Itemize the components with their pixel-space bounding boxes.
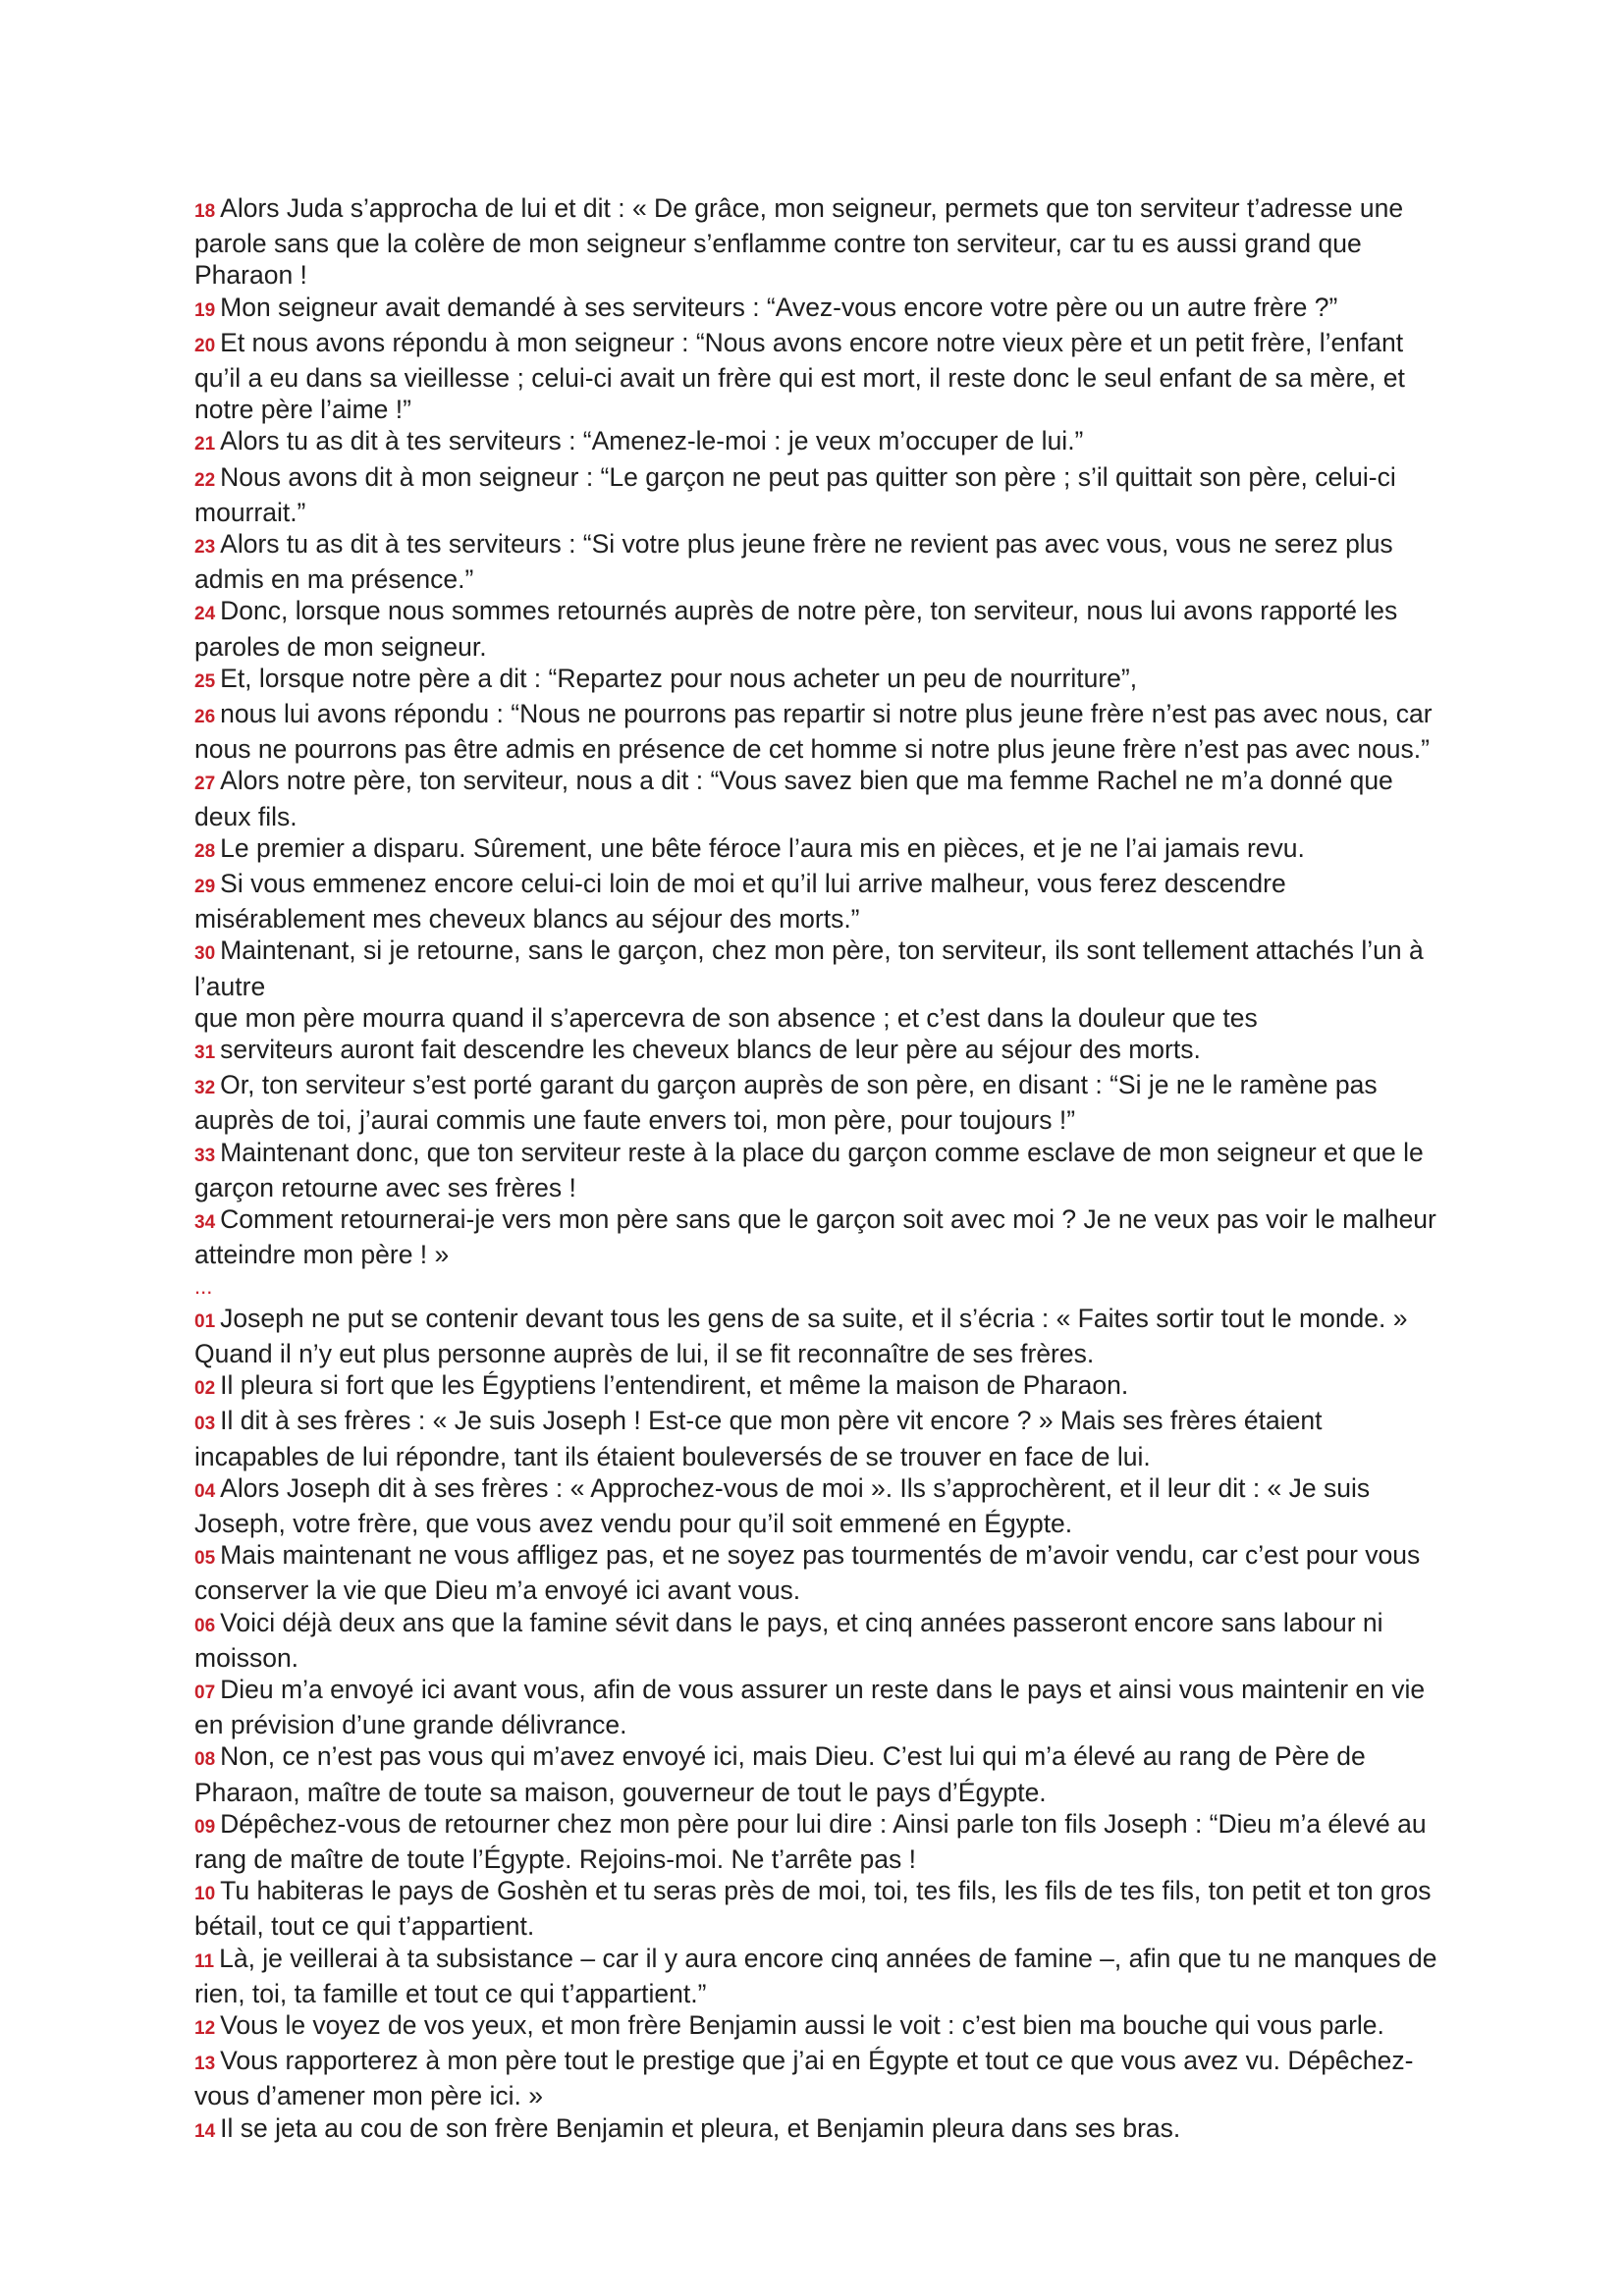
verse — [194, 425, 1441, 460]
verse-number: 23 — [194, 537, 216, 559]
verse — [194, 1203, 1441, 1270]
verse-text: Alors Juda s’approcha de lui et dit : « De grâce, mon seigneur, permets que ton serviteur t’adresse une parole sans que la colère de mon seigneur s’enflamme contre ton serviteur, car tu es aussi grand que Pharaon ! — [194, 193, 1404, 291]
verse-number: 20 — [194, 335, 216, 356]
verse-text: Mais maintenant ne vous affligez pas, et ne soyez pas tourmentés de m’avoir vendu, car c’est pour vous conserver la vie que Dieu m’a envoyé ici avant vous. — [194, 1540, 1421, 1606]
verse-text: Alors tu as dit à tes serviteurs : “Si votre plus jeune frère ne revient pas avec vous, vous ne serez plus admis en ma présence.” — [194, 529, 1393, 595]
verse-number: 14 — [194, 2120, 216, 2142]
verse-continuation — [194, 1002, 1441, 1034]
verse-text: Si vous emmenez encore celui-ci loin de moi et qu’il lui arrive malheur, vous ferez descendre misérablement mes cheveux blancs au séjour des morts.” — [194, 869, 1286, 934]
verse-number: 09 — [194, 1816, 216, 1838]
verse — [194, 192, 1441, 292]
verse-number: 07 — [194, 1682, 216, 1703]
verse — [194, 1607, 1441, 1674]
verse-text: Vous le voyez de vos yeux, et mon frère Benjamin aussi le voit : c’est bien ma bouche qui vous parle. — [220, 2009, 1384, 2040]
verse-text: Vous rapporterez à mon père tout le prestige que j’ai en Égypte et tout ce que vous avez vu. Dépêchez-vous d’amener mon père ici. » — [194, 2046, 1414, 2111]
verse-number: 21 — [194, 434, 216, 455]
verses-after — [194, 1303, 1441, 2148]
verse-number: 24 — [194, 604, 216, 625]
verse-number: 10 — [194, 1884, 216, 1905]
verse — [194, 292, 1441, 327]
verse — [194, 1034, 1441, 1069]
verse — [194, 1472, 1441, 1539]
verse-number: 29 — [194, 877, 216, 898]
verse-text: Alors tu as dit à tes serviteurs : “Amenez-le-moi : je veux m’occuper de lui.” — [220, 426, 1084, 456]
verse-text: nous lui avons répondu : “Nous ne pourrons pas repartir si notre plus jeune frère n’est pas avec nous, car nous ne pourrons pas être admis en présence de cet homme si notre plus jeune frère n’est pas avec nous.” — [194, 699, 1433, 765]
document-page — [194, 192, 1441, 2148]
verse — [194, 1808, 1441, 1875]
verse — [194, 327, 1441, 426]
verse-number: 03 — [194, 1414, 216, 1435]
verse-number: 32 — [194, 1078, 216, 1099]
verse-number: 11 — [194, 1950, 215, 1972]
verse-text: Or, ton serviteur s’est porté garant du garçon auprès de son père, en disant : “Si je ne le ramène pas auprès de toi, j’aurai commis une faute envers toi, mon père, pour toujours !” — [194, 1070, 1378, 1136]
verse-text: Alors Joseph dit à ses frères : « Approchez-vous de moi ». Ils s’approchèrent, et il leur dit : « Je suis Joseph, votre frère, que vous avez vendu pour qu’il soit emmené en Égypte. — [194, 1472, 1371, 1538]
verse-text: Dépêchez-vous de retourner chez mon père pour lui dire : Ainsi parle ton fils Joseph : “Dieu m’a élevé au rang de maître de toute l’Égypte. Rejoins-moi. Ne t’arrête pas ! — [194, 1808, 1427, 1874]
verse-text: Dieu m’a envoyé ici avant vous, afin de vous assurer un reste dans le pays et ainsi vous maintenir en vie en prévision d’une grande délivrance. — [194, 1674, 1426, 1740]
verse — [194, 868, 1441, 934]
verse-number: 12 — [194, 2017, 216, 2039]
verse-number: 18 — [194, 201, 216, 222]
verse — [194, 528, 1441, 595]
verse-text: Maintenant, si je retourne, sans le garçon, chez mon père, ton serviteur, ils sont tellement attachés l’un à l’autre — [194, 935, 1424, 1001]
verse-text: Maintenant donc, que ton serviteur reste à la place du garçon comme esclave de mon seigneur et que le garçon retourne avec ses frères ! — [194, 1137, 1424, 1202]
verse — [194, 832, 1441, 868]
verse-text: Il se jeta au cou de son frère Benjamin et pleura, et Benjamin pleura dans ses bras. — [220, 2112, 1181, 2143]
verse — [194, 934, 1441, 1001]
verse — [194, 1405, 1441, 1471]
verse — [194, 698, 1441, 765]
verse-number: 26 — [194, 707, 216, 728]
verse — [194, 1069, 1441, 1136]
verse-text: Tu habiteras le pays de Goshèn et tu seras près de moi, toi, tes fils, les fils de tes fils, ton petit et ton gros bétail, tout ce qui t’appartient. — [194, 1876, 1432, 1942]
verse — [194, 1875, 1441, 1942]
verse — [194, 595, 1441, 662]
verse-text: Il dit à ses frères : « Je suis Joseph ! Est-ce que mon père vit encore ? » Mais ses frères étaient incapables de lui répondre, tant ils étaient bouleversés de se trouver en face de lui. — [194, 1406, 1323, 1471]
verse-number: 04 — [194, 1480, 216, 1502]
verse-number: 19 — [194, 299, 216, 321]
verse — [194, 1369, 1441, 1405]
verses-before — [194, 192, 1441, 1271]
verse-number: 22 — [194, 469, 216, 491]
verse-text: Il pleura si fort que les Égyptiens l’entendirent, et même la maison de Pharaon. — [220, 1370, 1129, 1401]
verse-text: Et nous avons répondu à mon seigneur : “Nous avons encore notre vieux père et un petit frère, l’enfant qu’il a eu dans sa vieillesse ; celui-ci avait un frère qui est mort, il reste donc le seul enfant de sa mère, et notre père l’aime !” — [194, 327, 1405, 425]
verse-number: 34 — [194, 1212, 216, 1234]
verse-number: 33 — [194, 1145, 216, 1166]
verse-text: Là, je veillerai à ta subsistance – car il y aura encore cinq années de famine –, afin que tu ne manques de rien, toi, ta famille et tout ce qui t’appartient.” — [194, 1943, 1437, 2008]
verse-number: 05 — [194, 1548, 216, 1570]
verse-text: Nous avons dit à mon seigneur : “Le garçon ne peut pas quitter son père ; s’il quittait son père, celui-ci mourrait.” — [194, 461, 1396, 527]
verse-number: 31 — [194, 1042, 216, 1064]
verse-text: Mon seigneur avait demandé à ses serviteurs : “Avez-vous encore votre père ou un autre frère ?” — [220, 292, 1338, 322]
verse — [194, 1137, 1441, 1203]
verse-text: Voici déjà deux ans que la famine sévit dans le pays, et cinq années passeront encore sans labour ni moisson. — [194, 1607, 1383, 1673]
verse-number: 25 — [194, 670, 216, 692]
verse-text: serviteurs auront fait descendre les cheveux blancs de leur père au séjour des morts. — [220, 1035, 1201, 1065]
verse-number: 02 — [194, 1378, 216, 1400]
verse-number: 01 — [194, 1310, 216, 1332]
verse-text: Non, ce n’est pas vous qui m’avez envoyé ici, mais Dieu. C’est lui qui m’a élevé au rang de Père de Pharaon, maître de toute sa maison, gouverneur de tout le pays d’Égypte. — [194, 1741, 1366, 1807]
verse — [194, 1303, 1441, 1369]
verse-text: Alors notre père, ton serviteur, nous a dit : “Vous savez bien que ma femme Rachel ne m’a donné que deux fils. — [194, 766, 1393, 831]
verse — [194, 1674, 1441, 1740]
verse — [194, 2009, 1441, 2045]
verse-text: Joseph ne put se contenir devant tous les gens de sa suite, et il s’écria : « Faites sortir tout le monde. » Quand il n’y eut plus personne auprès de lui, il se fit reconnaître de ses frères. — [194, 1303, 1408, 1368]
verse-number: 06 — [194, 1615, 216, 1636]
verse — [194, 2112, 1441, 2148]
verse — [194, 1740, 1441, 1807]
verse-text: Donc, lorsque nous sommes retournés auprès de notre père, ton serviteur, nous lui avons rapporté les paroles de mon seigneur. — [194, 596, 1398, 662]
verse-text: Et, lorsque notre père a dit : “Repartez pour nous acheter un peu de nourriture”, — [220, 663, 1138, 693]
verse — [194, 461, 1441, 528]
section-separator: ... — [194, 1273, 213, 1299]
verse — [194, 765, 1441, 831]
verse-text: Le premier a disparu. Sûrement, une bête féroce l’aura mis en pièces, et je ne l’ai jamais revu. — [220, 832, 1305, 863]
verse — [194, 2045, 1441, 2111]
verse-number: 30 — [194, 943, 216, 965]
verse — [194, 1539, 1441, 1606]
verse-number: 27 — [194, 774, 216, 795]
verse-text: que mon père mourra quand il s’apercevra de son absence ; et c’est dans la douleur que tes — [194, 1002, 1258, 1033]
verse — [194, 663, 1441, 698]
verse-number: 13 — [194, 2054, 216, 2075]
verse-number: 28 — [194, 840, 216, 862]
verse-text: Comment retournerai-je vers mon père sans que le garçon soit avec moi ? Je ne veux pas voir le malheur atteindre mon père ! » — [194, 1204, 1436, 1270]
verse-number: 08 — [194, 1749, 216, 1771]
verse — [194, 1943, 1441, 2009]
